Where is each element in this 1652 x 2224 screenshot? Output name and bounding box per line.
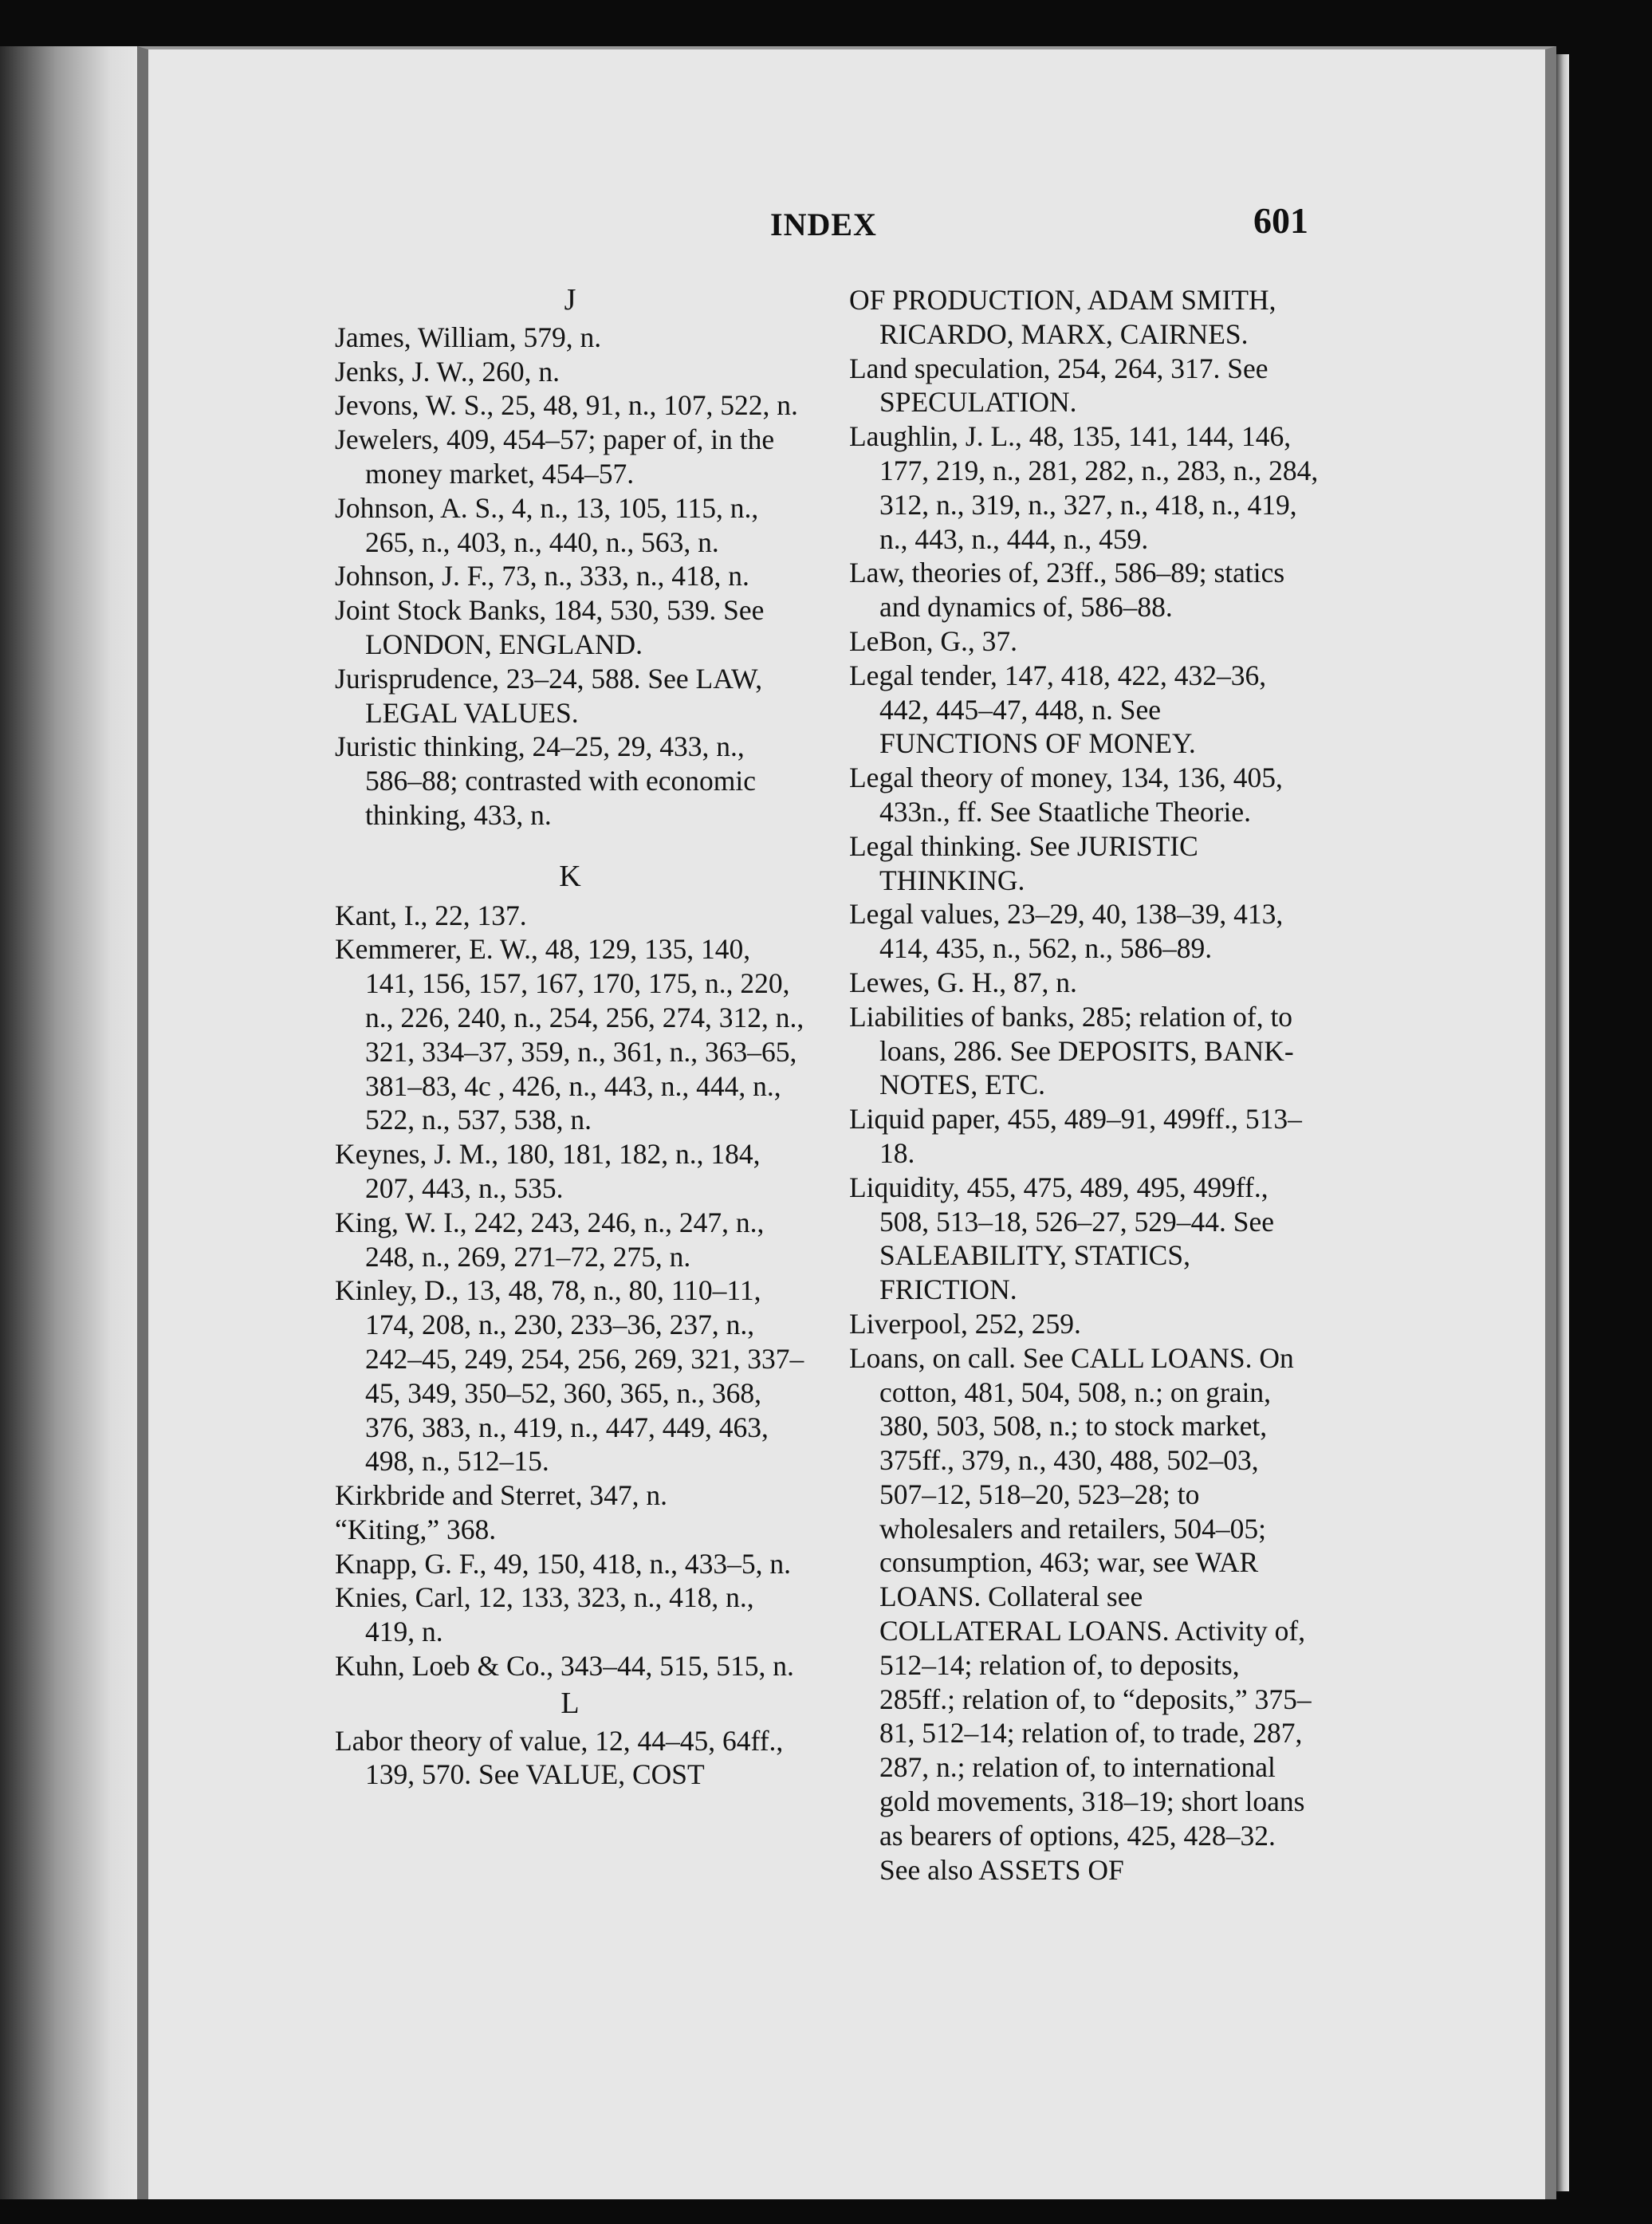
index-entry: Liabilities of banks, 285; relation of, to loans, 286. See DEPOSITS, BANK-NOTES, ETC. — [849, 1000, 1294, 1101]
page-edge-shadow — [1556, 54, 1569, 2191]
index-section-letter: J — [564, 283, 576, 317]
index-entry: Johnson, J. F., 73, n., 333, n., 418, n. — [335, 560, 749, 592]
index-entry: Joint Stock Banks, 184, 530, 539. See LONDON, ENGLAND. — [335, 594, 765, 660]
index-entry: Labor theory of value, 12, 44–45, 64ff., 139, 570. See VALUE, COST — [335, 1724, 784, 1791]
index-entry: James, William, 579, n. — [335, 321, 602, 353]
index-column-right — [849, 283, 1320, 1887]
index-entry: Laughlin, J. L., 48, 135, 141, 144, 146, 177, 219, n., 281, 282, n., 283, n., 284, 312, n., 319, n., 327, n., 418, n., 419, n., 443, n., 444, n., 459. — [849, 420, 1319, 555]
index-entry: Liquidity, 455, 475, 489, 495, 499ff., 508, 513–18, 526–27, 529–44. See SALEABILITY, STATICS, FRICTION. — [849, 1171, 1275, 1306]
index-entry: Johnson, A. S., 4, n., 13, 105, 115, n., 265, n., 403, n., 440, n., 563, n. — [335, 491, 759, 558]
index-entry: Keynes, J. M., 180, 181, 182, n., 184, 207, 443, n., 535. — [335, 1138, 761, 1204]
index-entry: Law, theories of, 23ff., 586–89; statics and dynamics of, 586–88. — [849, 557, 1285, 624]
index-entry: Knies, Carl, 12, 133, 323, n., 418, n., 419, n. — [335, 1581, 754, 1648]
index-entry: Juristic thinking, 24–25, 29, 433, n., 586–88; contrasted with economic thinking, 433, n. — [335, 730, 756, 831]
index-entry: Kant, I., 22, 137. — [335, 899, 527, 931]
index-entry: Jenks, J. W., 260, n. — [335, 355, 560, 388]
index-entry: Kuhn, Loeb & Co., 343–44, 515, 515, n. — [335, 1650, 794, 1683]
index-entry: “Kiting,” 368. — [335, 1513, 497, 1545]
index-entry: OF PRODUCTION, ADAM SMITH, RICARDO, MARX, CAIRNES. — [849, 284, 1276, 350]
index-entry: Kinley, D., 13, 48, 78, n., 80, 110–11, 174, 208, n., 230, 233–36, 237, n., 242–45, 249, 254, 256, 269, 321, 337–45, 349, 350–52, 360, 365, n., 368, 376, 383, n., 419, n., 447, 449, 463, 498, n., 512–15. — [335, 1274, 804, 1478]
index-entry: Jurisprudence, 23–24, 588. See LAW, LEGAL VALUES. — [335, 662, 763, 729]
index-entry: Land speculation, 254, 264, 317. See SPECULATION. — [849, 352, 1268, 419]
index-entry: King, W. I., 242, 243, 246, n., 247, n., 248, n., 269, 271–72, 275, n. — [335, 1206, 765, 1273]
index-entry: Jewelers, 409, 454–57; paper of, in the money market, 454–57. — [335, 423, 775, 490]
index-column-left — [335, 283, 805, 1792]
index-entry: Kemmerer, E. W., 48, 129, 135, 140, 141, 156, 157, 167, 170, 175, n., 220, n., 226, 240, n., 254, 256, 274, 312, n., 321, 334–37, 359, n., 361, n., 363–65, 381–83, 4c , 426, n., 443, n., 444, n., 522, n., 537, 538, n. — [335, 933, 804, 1136]
index-entry: Kirkbride and Sterret, 347, n. — [335, 1479, 668, 1512]
index-entry: Legal tender, 147, 418, 422, 432–36, 442, 445–47, 448, n. See FUNCTIONS OF MONEY. — [849, 659, 1267, 760]
index-entry: Legal values, 23–29, 40, 138–39, 413, 414, 435, n., 562, n., 586–89. — [849, 898, 1284, 965]
scan-left-margin — [0, 46, 142, 2199]
scan-right-margin — [1569, 46, 1652, 2224]
index-entry: Liquid paper, 455, 489–91, 499ff., 513–18. — [849, 1103, 1302, 1169]
index-entry: Lewes, G. H., 87, n. — [849, 966, 1077, 998]
index-entry: Jevons, W. S., 25, 48, 91, n., 107, 522, n. — [335, 389, 798, 422]
index-entry: Legal theory of money, 134, 136, 405, 433n., ff. See Staatliche Theorie. — [849, 762, 1283, 828]
index-section-letter: K — [559, 859, 581, 893]
index-entry: LeBon, G., 37. — [849, 624, 1018, 657]
index-section-letter: L — [560, 1686, 580, 1720]
index-entry: Legal thinking. See JURISTIC THINKING. — [849, 829, 1198, 896]
running-title: INDEX — [770, 207, 877, 242]
index-entry: Liverpool, 252, 259. — [849, 1307, 1081, 1340]
page-number: 601 — [1253, 200, 1308, 241]
index-entry: Knapp, G. F., 49, 150, 418, n., 433–5, n. — [335, 1547, 792, 1580]
index-entry: Loans, on call. See CALL LOANS. On cotton, 481, 504, 508, n.; on grain, 380, 503, 508, n.; to stock market, 375ff., 379, n., 430, 488, 502–03, 507–12, 518–20, 523–28; to wholesalers and retailers, 504–05; consumption, 463; war, see WAR LOANS. Collateral see COLLATERAL LOANS. Activity of, 512–14; relation of, to deposits, 285ff.; relation of, to “deposits,” 375–81, 512–14; relation of, to trade, 287, 287, n.; relation of, to international gold movements, 318–19; short loans as bearers of options, 425, 428–32. See also ASSETS OF — [849, 1341, 1312, 1886]
